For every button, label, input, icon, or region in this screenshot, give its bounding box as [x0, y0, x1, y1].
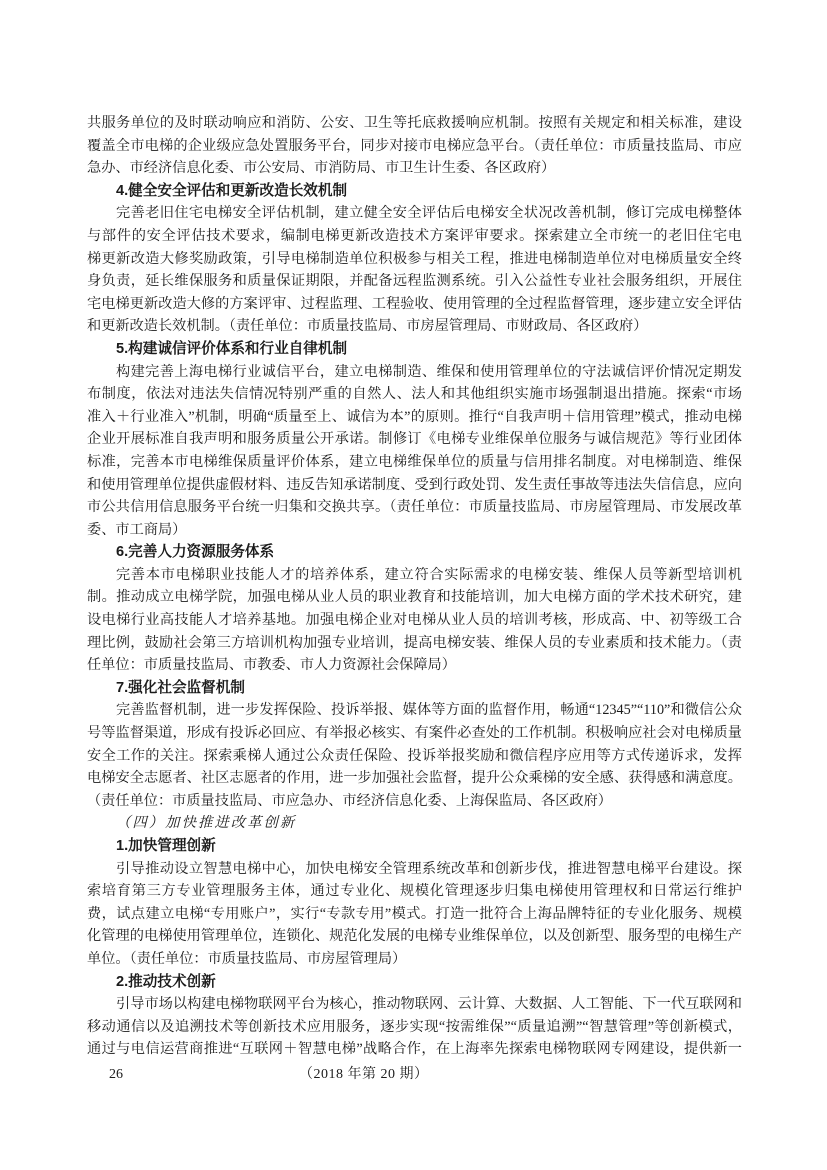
text-line: 费，试点建立电梯“专用账户”，实行“专款专用”模式。打造一批符合上海品牌特征的专业化服务、规模: [87, 905, 742, 922]
section-heading: 1.加快管理创新: [116, 838, 216, 854]
section-heading: 5.构建诚信评价体系和行业自律机制: [116, 340, 348, 357]
text-line: 安全工作的关注。探索乘梯人通过公众责任保险、投诉举报奖励和微信程序应用等方式传递诉求，发挥: [87, 747, 742, 764]
text-line: 梯更新改造大修奖励政策，引导电梯制造单位积极参与相关工程，推进电梯制造单位对电梯质量安全终: [87, 250, 742, 267]
text-line: 和更新改造长效机制。（责任单位：市质量技监局、市房屋管理局、市财政局、各区政府）: [87, 318, 648, 335]
page-footer: [87, 1065, 742, 1085]
text-line: 和使用管理单位提供虚假材料、违反告知承诺制度、受到行政处罚、发生责任事故等违法失信信息，应向: [87, 476, 742, 493]
text-line: 通过与电信运营商推进“互联网＋智慧电梯”战略合作，在上海率先探索电梯物联网专网建设，提供新一: [87, 1041, 742, 1058]
text-line: 引导推动设立智慧电梯中心，加快电梯安全管理系统改革和创新步伐，推进智慧电梯平台建设。探: [116, 860, 742, 877]
section-heading: （四）加快推进改革创新: [116, 815, 297, 832]
text-line: 宅电梯更新改造大修的方案评审、过程监理、工程验收、使用管理的全过程监督管理，逐步建立安全评估: [87, 295, 742, 312]
page-number: 26: [109, 1067, 123, 1082]
text-line: 覆盖全市电梯的企业级应急处置服务平台，同步对接市电梯应急平台。（责任单位：市质量技监局、市应: [87, 137, 742, 154]
section-heading: 7.强化社会监督机制: [116, 679, 245, 696]
text-line: 引导市场以构建电梯物联网平台为核心，推动物联网、云计算、大数据、人工智能、下一代互联网和: [116, 996, 742, 1013]
text-line: 标准，完善本市电梯维保质量评价体系，建立电梯维保单位的质量与信用排名制度。对电梯制造、维保: [87, 453, 742, 470]
text-line: 完善老旧住宅电梯安全评估机制，建立健全安全评估后电梯安全状况改善机制，修订完成电梯整体: [116, 205, 742, 222]
text-line: 急办、市经济信息化委、市公安局、市消防局、市卫生计生委、各区政府）: [87, 160, 556, 177]
text-line: 索培育第三方专业管理服务主体，通过专业化、规模化管理逐步归集电梯使用管理权和日常运行维护: [87, 883, 742, 900]
text-line: 理比例，鼓励社会第三方培训机构加强专业培训，提高电梯安装、维保人员的专业素质和技术能力。（责: [87, 634, 742, 651]
text-line: 完善监督机制，进一步发挥保险、投诉举报、媒体等方面的监督作用，畅通“12345”“110”和微信公众: [116, 702, 742, 719]
text-line: 与部件的安全评估技术要求，编制电梯更新改造技术方案评审要求。探索建立全市统一的老旧住宅电: [87, 227, 742, 244]
section-heading: 2.推动技术创新: [116, 973, 216, 990]
section-heading: 6.完善人力资源服务体系: [116, 544, 275, 561]
text-line: （责任单位：市质量技监局、市应急办、市经济信息化委、上海保监局、各区政府）: [87, 792, 612, 809]
issue-label: （2018 年第 20 期）: [299, 1067, 429, 1082]
text-line: 制。推动成立电梯学院，加强电梯从业人员的职业教育和技能培训，加大电梯方面的学术技术研究，建: [87, 589, 742, 606]
text-line: 号等监督渠道，形成有投诉必回应、有举报必核实、有案件必查处的工作机制。积极响应社会对电梯质量: [87, 725, 742, 742]
text-line: 电梯安全志愿者、社区志愿者的作用，进一步加强社会监督，提升公众乘梯的安全感、获得感和满意度。: [87, 770, 742, 787]
section-heading: 4.健全安全评估和更新改造长效机制: [116, 182, 348, 199]
text-line: 委、市工商局）: [87, 521, 187, 538]
text-line: 完善本市电梯职业技能人才的培养体系，建立符合实际需求的电梯安装、维保人员等新型培训机: [116, 566, 742, 583]
text-line: 布制度，依法对违法失信情况特别严重的自然人、法人和其他组织实施市场强制退出措施。探索“市场: [87, 386, 742, 403]
document-text: [87, 112, 742, 1061]
text-line: 准入＋行业准入”机制，明确“质量至上、诚信为本”的原则。推行“自我声明＋信用管理”模式，推动电梯: [87, 408, 742, 425]
text-line: 构建完善上海电梯行业诚信平台，建立电梯制造、维保和使用管理单位的守法诚信评价情况定期发: [116, 363, 742, 380]
text-line: 身负责，延长维保服务和质量保证期限，并配备远程监测系统。引入公益性专业社会服务组织，开展住: [87, 273, 742, 290]
text-line: 市公共信用信息服务平台统一归集和交换共享。（责任单位：市质量技监局、市房屋管理局、市发展改革: [87, 499, 742, 516]
text-line: 共服务单位的及时联动响应和消防、公安、卫生等托底救援响应机制。按照有关规定和相关标准，建设: [87, 115, 742, 131]
text-line: 企业开展标准自我声明和服务质量公开承诺。制修订《电梯专业维保单位服务与诚信规范》等行业团体: [87, 431, 742, 448]
text-line: 任单位：市质量技监局、市教委、市人力资源社会保障局）: [87, 657, 456, 674]
text-line: 化管理的电梯使用管理单位，连锁化、规范化发展的电梯专业维保单位，以及创新型、服务型的电梯生产: [87, 928, 742, 945]
text-line: 移动通信以及追溯技术等创新技术应用服务，逐步实现“按需维保”“质量追溯”“智慧管理”等创新模式，: [87, 1018, 742, 1035]
text-line: 单位。（责任单位：市质量技监局、市房屋管理局）: [87, 950, 407, 967]
text-line: 设电梯行业高技能人才培养基地。加强电梯企业对电梯从业人员的培训考核，形成高、中、初等级工合: [87, 612, 742, 629]
